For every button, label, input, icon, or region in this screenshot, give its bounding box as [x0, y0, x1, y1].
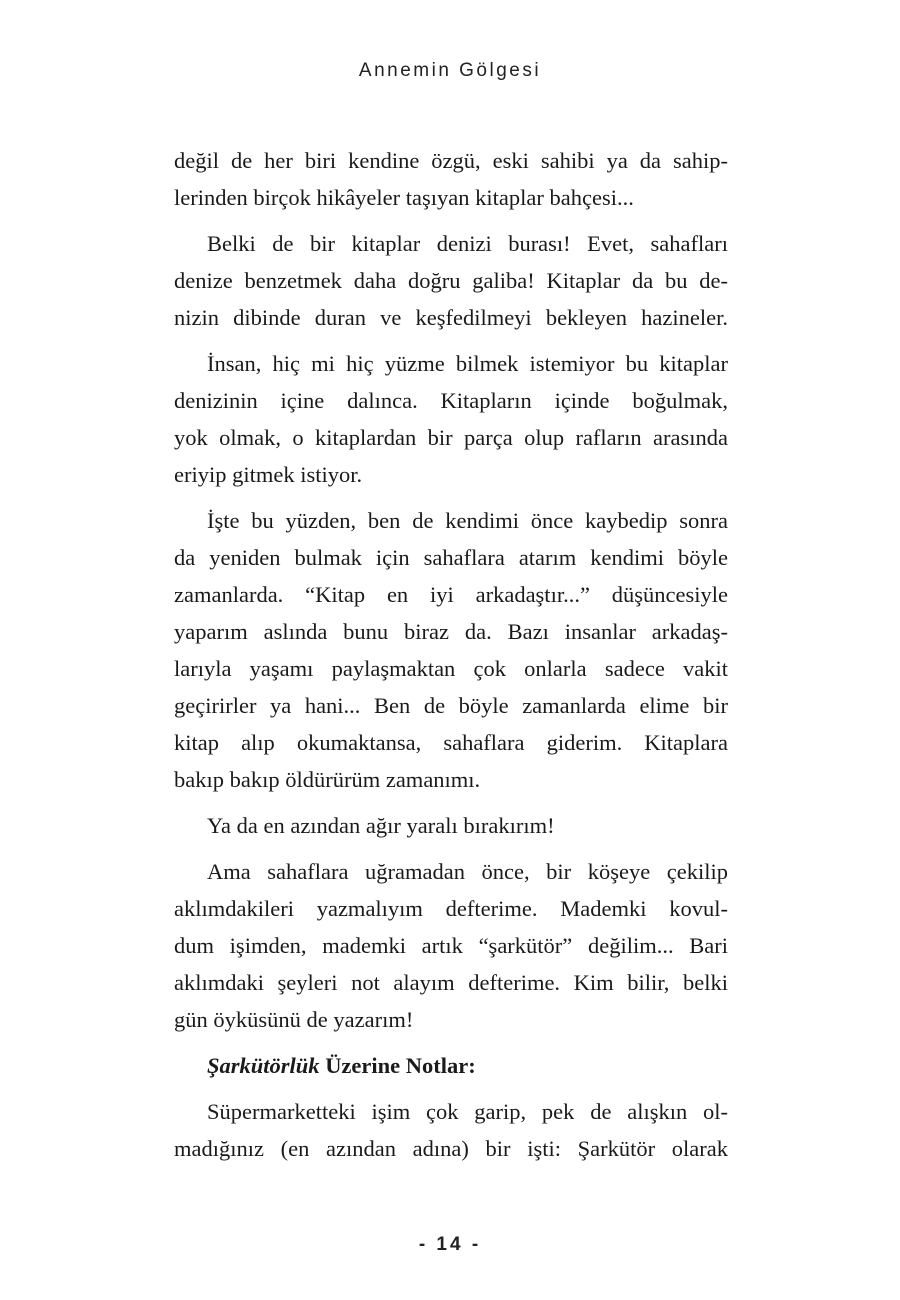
text-line: aklımdakileri yazmalıyım defterime. Mademki kovul- — [174, 896, 728, 921]
text-line: gün öyküsünü de yazarım! — [174, 1007, 414, 1032]
text-line: denize benzetmek daha doğru galiba! Kitaplar da bu de- — [174, 268, 728, 293]
text-line: denizinin içine dalınca. Kitapların içinde boğulmak, — [174, 388, 728, 413]
text-line: Ya da en azından ağır yaralı bırakırım! — [207, 813, 555, 838]
text-line: bakıp bakıp öldürürüm zamanımı. — [174, 767, 481, 792]
paragraph-4 — [174, 502, 728, 798]
body-text — [174, 142, 728, 1167]
running-head: Annemin Gölgesi — [358, 60, 542, 81]
text-line: Ama sahaflara uğramadan önce, bir köşeye çekilip — [207, 859, 728, 884]
section-heading-rest: Üzerine Notlar: — [319, 1053, 476, 1078]
text-line: larıyla yaşamı paylaşmaktan çok onlarla sadece vakit — [174, 656, 728, 681]
paragraph-3 — [174, 345, 728, 493]
text-line: yaparım aslında bunu biraz da. Bazı insanlar arkadaş- — [174, 619, 728, 644]
text-line: nizin dibinde duran ve keşfedilmeyi bekleyen hazineler. — [174, 305, 728, 330]
paragraph-2 — [174, 225, 728, 336]
text-line: değil de her biri kendine özgü, eski sahibi ya da sahip- — [174, 148, 728, 173]
page-number: - 14 - — [418, 1234, 482, 1255]
text-line: aklımdaki şeyleri not alayım defterime. Kim bilir, belki — [174, 970, 728, 995]
text-line: İşte bu yüzden, ben de kendimi önce kaybedip sonra — [207, 508, 728, 533]
text-line: geçirirler ya hani... Ben de böyle zamanlarda elime bir — [174, 693, 728, 718]
text-line: lerinden birçok hikâyeler taşıyan kitaplar bahçesi... — [174, 185, 634, 210]
text-line: Süpermarketteki işim çok garip, pek de alışkın ol- — [207, 1099, 728, 1124]
text-line: zamanlarda. “Kitap en iyi arkadaştır...” düşüncesiyle — [174, 582, 728, 607]
text-line: madığınız (en azından adına) bir işti: Şarkütör olarak — [174, 1136, 728, 1161]
text-line: eriyip gitmek istiyor. — [174, 462, 363, 487]
paragraph-5 — [174, 807, 728, 844]
section-heading — [174, 1047, 728, 1084]
paragraph-1 — [174, 142, 728, 216]
text-line: da yeniden bulmak için sahaflara atarım kendimi böyle — [174, 545, 728, 570]
paragraph-6 — [174, 853, 728, 1038]
text-line: Belki de bir kitaplar denizi burası! Evet, sahafları — [207, 231, 728, 256]
paragraph-7 — [174, 1093, 728, 1167]
text-line: kitap alıp okumaktansa, sahaflara giderim. Kitaplara — [174, 730, 728, 755]
text-line: dum işimden, mademki artık “şarkütör” değilim... Bari — [174, 933, 728, 958]
text-line: yok olmak, o kitaplardan bir parça olup rafların arasında — [174, 425, 728, 450]
section-heading-italic: Şarkütörlük — [207, 1053, 320, 1078]
text-line: İnsan, hiç mi hiç yüzme bilmek istemiyor bu kitaplar — [207, 351, 728, 376]
